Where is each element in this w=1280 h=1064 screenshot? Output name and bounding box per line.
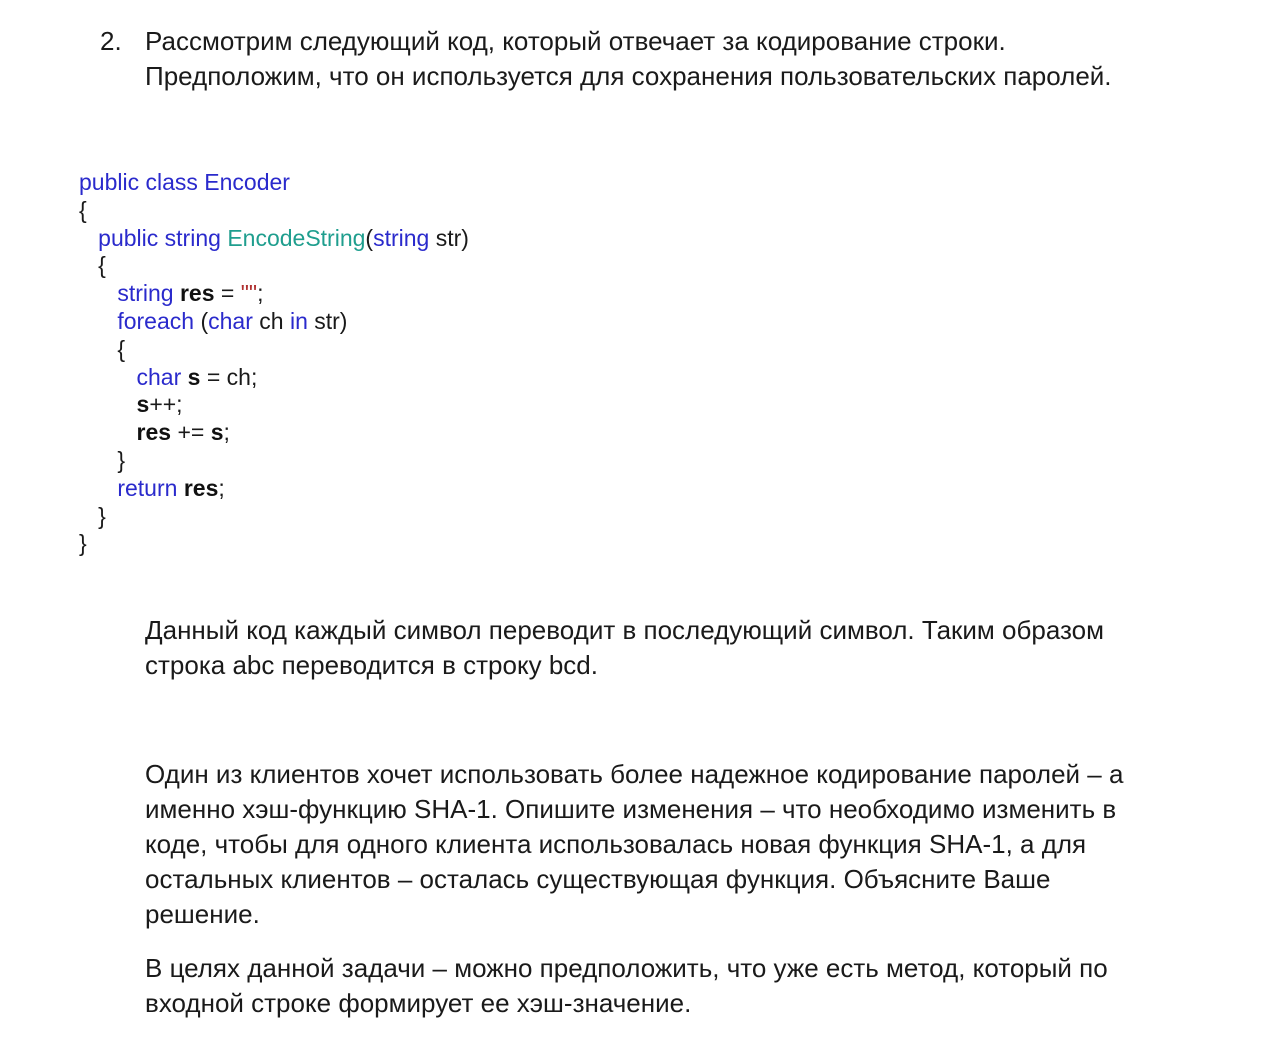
code-token: s — [210, 419, 224, 446]
code-line — [79, 447, 469, 475]
code-token: ; — [223, 419, 230, 446]
code-token: res — [136, 419, 172, 446]
paragraph-line: входной строке формирует ее хэш-значение. — [145, 988, 692, 1018]
code-token: class — [145, 169, 198, 195]
code-line — [79, 530, 469, 558]
code-line — [79, 197, 469, 225]
paragraph-line: именно хэш-функцию SHA-1. Опишите изменения – что необходимо изменить в — [145, 794, 1117, 824]
code-block — [79, 169, 469, 558]
paragraph-explanation — [145, 613, 1225, 683]
code-token: += — [171, 419, 211, 446]
code-token: { — [98, 252, 106, 279]
code-token: ( — [194, 307, 209, 334]
task-line: Рассмотрим следующий код, который отвечает за кодирование строки. — [145, 26, 1006, 56]
paragraph-line: Один из клиентов хочет использовать более надежное кодирование паролей – а — [145, 759, 1124, 789]
code-token: string — [164, 224, 221, 251]
code-token: in — [289, 307, 308, 334]
code-line — [79, 280, 469, 308]
task-line: Предположим, что он используется для сохранения пользовательских паролей. — [145, 61, 1112, 91]
paragraph-line: коде, чтобы для одного клиента использовалась новая функция SHA-1, а для — [145, 829, 1087, 859]
paragraph-line: Данный код каждый символ переводит в последующий символ. Таким образом — [145, 615, 1104, 645]
code-line — [79, 169, 469, 197]
code-token: } — [98, 502, 106, 529]
code-token: } — [117, 446, 126, 473]
code-token: char — [208, 307, 253, 334]
paragraph-line: решение. — [145, 899, 260, 929]
code-token: return — [117, 474, 178, 501]
code-token: s — [136, 391, 150, 418]
code-token: Encoder — [204, 169, 290, 195]
code-token: { — [79, 196, 87, 223]
code-token: public — [98, 224, 159, 251]
code-token: "" — [240, 280, 258, 307]
code-token: string — [117, 280, 174, 307]
task-text — [145, 24, 1220, 94]
code-line — [79, 308, 469, 336]
code-token: ++; — [149, 391, 183, 418]
code-token: char — [136, 363, 182, 390]
paragraph-line: строка abc переводится в строку bcd. — [145, 650, 598, 680]
code-token: res — [179, 280, 215, 307]
code-token: = — [214, 280, 241, 307]
code-token: } — [79, 530, 87, 557]
code-line — [79, 475, 469, 503]
code-line — [79, 364, 469, 392]
paragraph-question — [145, 757, 1225, 932]
code-token: EncodeString — [227, 224, 366, 251]
paragraph-assumption — [145, 951, 1225, 1021]
paragraph-line: В целях данной задачи – можно предположить, что уже есть метод, который по — [145, 953, 1108, 983]
code-line — [79, 336, 469, 364]
code-token: foreach — [117, 307, 195, 334]
code-line — [79, 503, 469, 531]
code-line — [79, 391, 469, 419]
code-line — [79, 225, 469, 253]
code-token: str) — [429, 224, 469, 251]
code-token: ; — [257, 280, 264, 307]
code-token: res — [183, 474, 219, 501]
code-token: s — [187, 363, 201, 390]
code-token: ; — [218, 474, 225, 501]
task-statement — [100, 24, 1220, 94]
code-token: ch — [252, 307, 290, 334]
code-token: str) — [307, 307, 348, 334]
code-token: string — [373, 224, 430, 251]
code-token: ( — [365, 224, 374, 251]
code-token: = ch; — [200, 363, 258, 390]
task-number: 2. — [100, 26, 122, 56]
code-line — [79, 252, 469, 280]
code-line — [79, 419, 469, 447]
code-token: { — [117, 335, 126, 362]
paragraph-line: остальных клиентов – осталась существующая функция. Объясните Ваше — [145, 864, 1051, 894]
code-token: public — [79, 169, 140, 195]
